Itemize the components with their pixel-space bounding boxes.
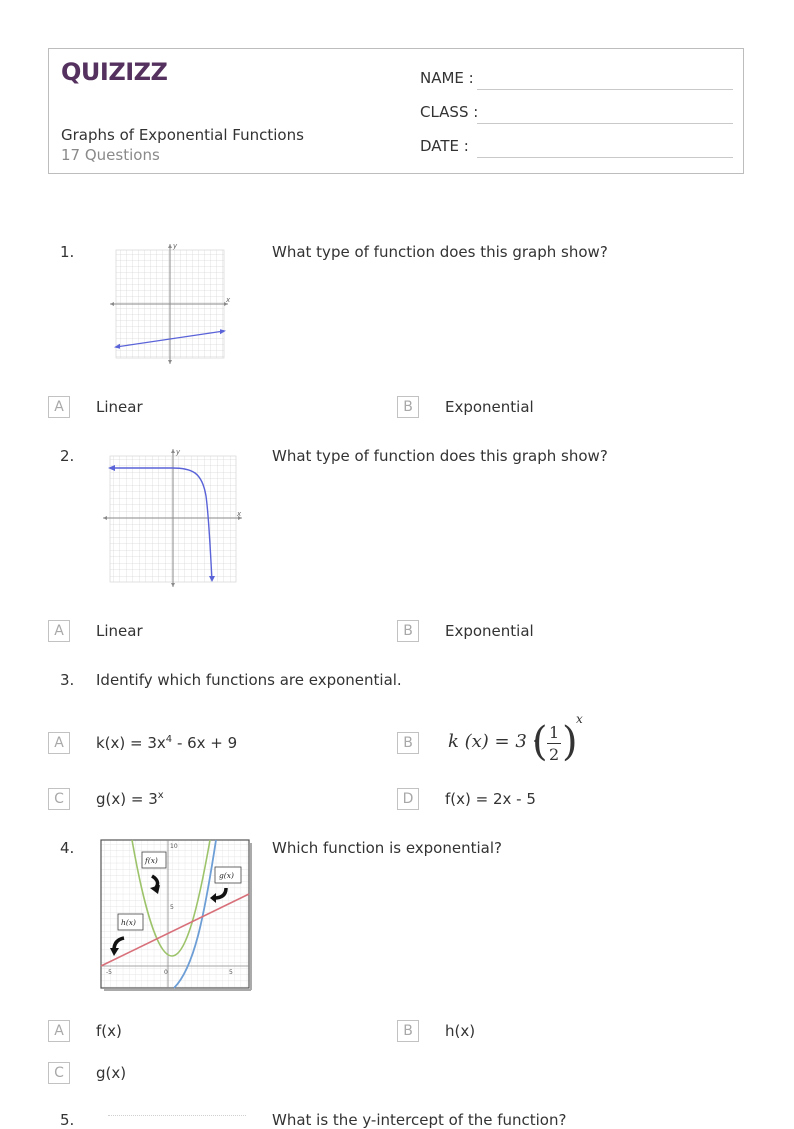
- exponent: x: [576, 712, 583, 726]
- class-line[interactable]: [477, 123, 733, 124]
- q3-option-b-box[interactable]: B: [397, 732, 419, 754]
- name-label: NAME :: [420, 69, 474, 87]
- right-paren: ): [562, 719, 578, 765]
- q4-option-c-box[interactable]: C: [48, 1062, 70, 1084]
- question-3-text: Identify which functions are exponential.: [96, 671, 402, 689]
- question-4-graph: [98, 838, 254, 994]
- q2-option-b-text: Exponential: [445, 622, 534, 640]
- question-count: 17 Questions: [61, 146, 160, 164]
- date-label: DATE :: [420, 137, 469, 155]
- q3-option-c-text: $g(x) = 3^x$: [96, 790, 164, 808]
- question-1-graph: [108, 242, 234, 366]
- y-axis-label: y: [173, 242, 178, 250]
- q1-option-a-text: Linear: [96, 398, 143, 416]
- question-2-number: 2.: [60, 447, 75, 465]
- q3-option-a-box[interactable]: A: [48, 732, 70, 754]
- q4-option-a-box[interactable]: A: [48, 1020, 70, 1042]
- fraction-numerator: 1: [549, 723, 560, 742]
- q4-option-a-text: f(x): [96, 1022, 122, 1040]
- quizizz-logo: QUIZIZZ: [61, 58, 168, 86]
- q1-option-b-box[interactable]: B: [397, 396, 419, 418]
- x-axis-label: x: [237, 510, 242, 518]
- q3-option-c-box[interactable]: C: [48, 788, 70, 810]
- q2-option-b-box[interactable]: B: [397, 620, 419, 642]
- q2-option-a-text: Linear: [96, 622, 143, 640]
- x-tick-minus5: -5: [106, 969, 112, 976]
- date-line[interactable]: [477, 157, 733, 158]
- question-2-text: What type of function does this graph show?: [272, 447, 608, 465]
- worksheet-title: Graphs of Exponential Functions: [61, 126, 304, 144]
- question-1-text: What type of function does this graph show?: [272, 243, 608, 261]
- q4-option-b-text: h(x): [445, 1022, 476, 1040]
- class-label: CLASS :: [420, 103, 479, 121]
- question-2-graph: [100, 446, 246, 590]
- q4-option-b-box[interactable]: B: [397, 1020, 419, 1042]
- q3-option-d-box[interactable]: D: [397, 788, 419, 810]
- x-tick-5: 5: [229, 969, 233, 976]
- question-5-text: What is the y-intercept of the function?: [272, 1111, 567, 1129]
- question-4-number: 4.: [60, 839, 75, 857]
- question-5-number: 5.: [60, 1111, 75, 1129]
- f-label: f(x): [145, 856, 158, 865]
- x-axis-label: x: [226, 296, 231, 304]
- q3-option-d-text: f(x) = 2x - 5: [445, 790, 536, 808]
- left-paren: (: [532, 719, 548, 765]
- y-axis-label: y: [176, 448, 181, 456]
- question-4-text: Which function is exponential?: [272, 839, 502, 857]
- q3-option-a-text: $k(x) = 3x^4 - 6x + 9$: [96, 734, 238, 752]
- h-label: h(x): [121, 918, 136, 927]
- worksheet-header: [48, 48, 744, 174]
- q1-option-b-text: Exponential: [445, 398, 534, 416]
- q4-option-c-text: g(x): [96, 1064, 127, 1082]
- x-tick-0: 0: [164, 969, 168, 976]
- name-line[interactable]: [477, 89, 733, 90]
- g-label: g(x): [219, 871, 234, 880]
- fraction-denominator: 2: [549, 745, 560, 764]
- y-tick-10: 10: [170, 843, 178, 850]
- math-lhs: k (x) = 3 ·: [448, 731, 539, 752]
- fraction-bar: [547, 743, 561, 744]
- y-tick-5: 5: [170, 904, 174, 911]
- q2-option-a-box[interactable]: A: [48, 620, 70, 642]
- question-1-number: 1.: [60, 243, 75, 261]
- question-3-number: 3.: [60, 671, 75, 689]
- q1-option-a-box[interactable]: A: [48, 396, 70, 418]
